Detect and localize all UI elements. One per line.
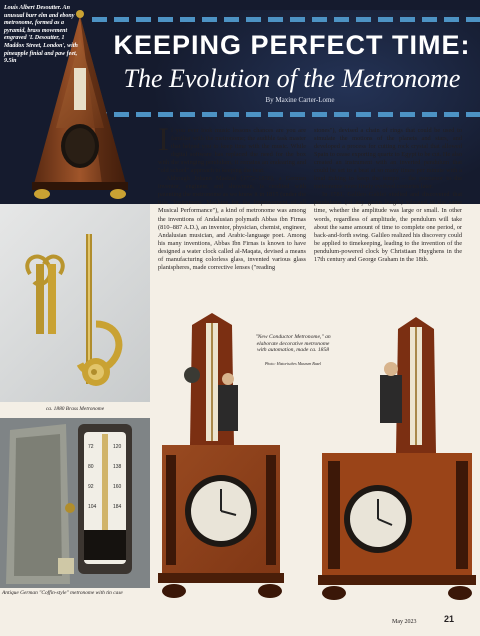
issue-date: May 2023 (392, 619, 417, 625)
header-dash (158, 112, 173, 117)
pyramid-caption: Louis Albert Desoutter. An unusual burr elm and ebony metronome, formed as a pyramid, brass movement engraved 'L Desoutter, 1 Maddox Street, London', with pineapple finial and paw feet, 9.5in (4, 5, 78, 65)
article-column-2 (314, 127, 462, 264)
brass-caption: ca. 1880 Brass Metronome (45, 406, 105, 412)
header-dash (466, 112, 480, 117)
header-dash (202, 17, 217, 22)
header-dash (158, 17, 173, 22)
svg-text:184: 184 (113, 504, 122, 510)
header-dash (356, 17, 371, 22)
svg-text:80: 80 (88, 464, 94, 470)
col2-para1: stones"), devised a chain of rings that could be used to simulate the motions of the planets and stars, and developed a process for cutting rock crystal that allowed Spain to cease exporting quartz to Egypt to be cut. He also created an instrument with an inverted pendulum that could be set to a beat at so many times per minute with a loud ticking to keep the tempo – the precursor to the metronome more finely evolved centuries later. (314, 127, 462, 191)
header-dash (444, 112, 459, 117)
header-dash (444, 17, 459, 22)
col2-para2: In 1581, Galileo Galilei studied and discovered that pendulums (of any given length) vibrated in the same time, whether the amplitude was large or small. In other words, regardless of amplitude, the pendulum will take about the same amount of time to complete one period, or back-and-forth swing. Galileo realized his discovery could be applied to timekeeping, leading to the invention of the pendulum-powered clock by Christiaan Huyghens in the 17th century and George Graham in the 18th. (314, 191, 462, 263)
header-dash (400, 17, 415, 22)
byline: By Maxine Carter-Lome (265, 96, 335, 104)
article-subtitle: The Evolution of the Metronome (123, 64, 461, 93)
header-dash (312, 112, 327, 117)
svg-text:104: 104 (88, 504, 97, 510)
col1-para2: Although Johann Maelzel (1772–1838), a German inventor, engineer, and showman, is credited with patenting the metronome as we know it in 1815 (under the title "Instrument/ Machine for the Improvement of all Musical Performance"), a kind of metronome was among the inventions of Andalusian polymath Abbas ibn Firnas (810–887 A.D.), an inventor, physician, chemist, engineer, Andalusian musician, and Arabic-language poet. Among his many inventions, Abbas Ibn Firnas is known to have designed a water clock called al-Maqata, devised a means of manufacturing colorless glass, invented various glass planispheres, made corrective lenses ("reading (158, 175, 306, 271)
brass-metronome-photo (0, 204, 150, 402)
svg-text:92: 92 (88, 484, 94, 490)
header-dash (356, 112, 371, 117)
header-dash (180, 112, 195, 117)
header-dash (246, 112, 261, 117)
header-dash (334, 112, 349, 117)
header-dash (290, 112, 305, 117)
coffin-metronome-photo (0, 418, 150, 588)
header-dash (400, 112, 415, 117)
header-dash (290, 17, 305, 22)
header-dash (224, 17, 239, 22)
col1-para1: f you ever took music lessons chances are you are familiar with the metronome; the audible task master that helped you to keep time with the music. While digital software has replaced the need for the box with the swinging pendulum, it remains an endearing and "old school" approach to keeping the beat. (158, 127, 306, 175)
conductor-caption: "New Conductor Metronome," an elaborate decorative metronome with automation, made ca. 1858 (255, 334, 331, 354)
header-dash (378, 112, 393, 117)
page-number: 21 (444, 614, 455, 624)
header-dash (202, 112, 217, 117)
header-dash (466, 17, 480, 22)
article-title: KEEPING PERFECT TIME: (113, 30, 471, 60)
conductor-photo-credit: Photo: Historisches Museum Basel (264, 361, 322, 366)
header-dash (180, 17, 195, 22)
dropcap: I (158, 122, 169, 158)
header-dash (334, 17, 349, 22)
header-dash (422, 112, 437, 117)
header-dash (224, 112, 239, 117)
header-dash (268, 112, 283, 117)
svg-text:160: 160 (113, 484, 122, 490)
coffin-caption: Antique German "Coffin-style" metronome with tin case (2, 590, 123, 596)
header-dash (312, 17, 327, 22)
article-column-1 (158, 122, 306, 272)
svg-text:72: 72 (88, 444, 94, 450)
header-dash (268, 17, 283, 22)
svg-text:120: 120 (113, 444, 122, 450)
header-dash (246, 17, 261, 22)
header-dash (422, 17, 437, 22)
svg-text:138: 138 (113, 464, 122, 470)
header-dash (378, 17, 393, 22)
